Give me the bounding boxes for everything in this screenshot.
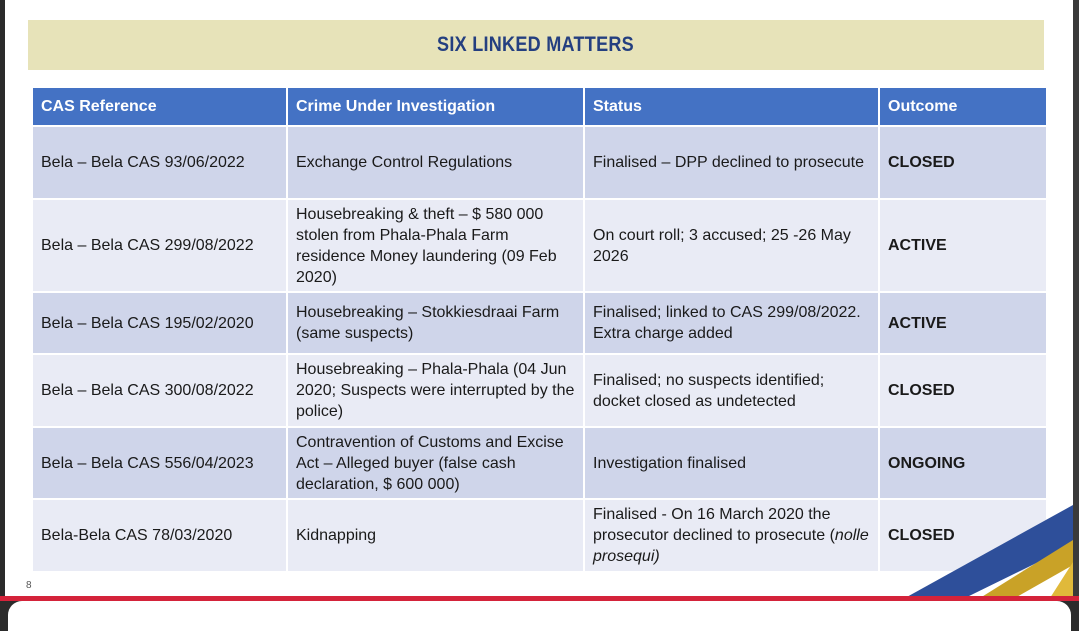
crime-cell: Contravention of Customs and Excise Act – Alleged buyer (false cash declaration, $ 600 000) bbox=[287, 427, 584, 499]
crime-cell: Exchange Control Regulations bbox=[287, 126, 584, 199]
outcome-cell: CLOSED bbox=[879, 126, 1046, 199]
status-cell: Finalised – DPP declined to prosecute bbox=[584, 126, 879, 199]
page-number: 8 bbox=[26, 580, 32, 591]
cas-reference-cell: Bela – Bela CAS 195/02/2020 bbox=[33, 292, 287, 354]
status-cell: On court roll; 3 accused; 25 -26 May 2026 bbox=[584, 199, 879, 292]
cas-reference-cell: Bela-Bela CAS 78/03/2020 bbox=[33, 499, 287, 571]
status-cell: Finalised; no suspects identified; docket closed as undetected bbox=[584, 354, 879, 427]
column-header-cas-reference: CAS Reference bbox=[33, 88, 287, 126]
slide-title: SIX LINKED MATTERS bbox=[437, 33, 635, 56]
crime-cell: Housebreaking & theft – $ 580 000 stolen from Phala-Phala Farm residence Money laundering (09 Feb 2020) bbox=[287, 199, 584, 292]
window-edge bbox=[1073, 0, 1079, 596]
column-header-crime: Crime Under Investigation bbox=[287, 88, 584, 126]
status-cell: Finalised; linked to CAS 299/08/2022. Extra charge added bbox=[584, 292, 879, 354]
crime-cell: Housebreaking – Stokkiesdraai Farm (same suspects) bbox=[287, 292, 584, 354]
outcome-cell: CLOSED bbox=[879, 354, 1046, 427]
cas-reference-cell: Bela – Bela CAS 300/08/2022 bbox=[33, 354, 287, 427]
crime-cell: Kidnapping bbox=[287, 499, 584, 571]
decorative-corner-stripes bbox=[5, 0, 1073, 598]
cas-reference-cell: Bela – Bela CAS 93/06/2022 bbox=[33, 126, 287, 199]
status-latin-term: nolle prosequi) bbox=[593, 527, 869, 565]
outcome-cell: CLOSED bbox=[879, 499, 1046, 571]
crime-cell: Housebreaking – Phala-Phala (04 Jun 2020; Suspects were interrupted by the police) bbox=[287, 354, 584, 427]
column-header-outcome: Outcome bbox=[879, 88, 1046, 126]
outcome-cell: ACTIVE bbox=[879, 199, 1046, 292]
cas-reference-cell: Bela – Bela CAS 299/08/2022 bbox=[33, 199, 287, 292]
column-header-status: Status bbox=[584, 88, 879, 126]
outcome-cell: ACTIVE bbox=[879, 292, 1046, 354]
status-text: Finalised - On 16 March 2020 the prosecutor declined to prosecute ( bbox=[593, 506, 835, 544]
presentation-slide bbox=[5, 0, 1073, 598]
bottom-panel bbox=[8, 601, 1071, 631]
cas-reference-cell: Bela – Bela CAS 556/04/2023 bbox=[33, 427, 287, 499]
outcome-cell: ONGOING bbox=[879, 427, 1046, 499]
status-cell: Investigation finalised bbox=[584, 427, 879, 499]
